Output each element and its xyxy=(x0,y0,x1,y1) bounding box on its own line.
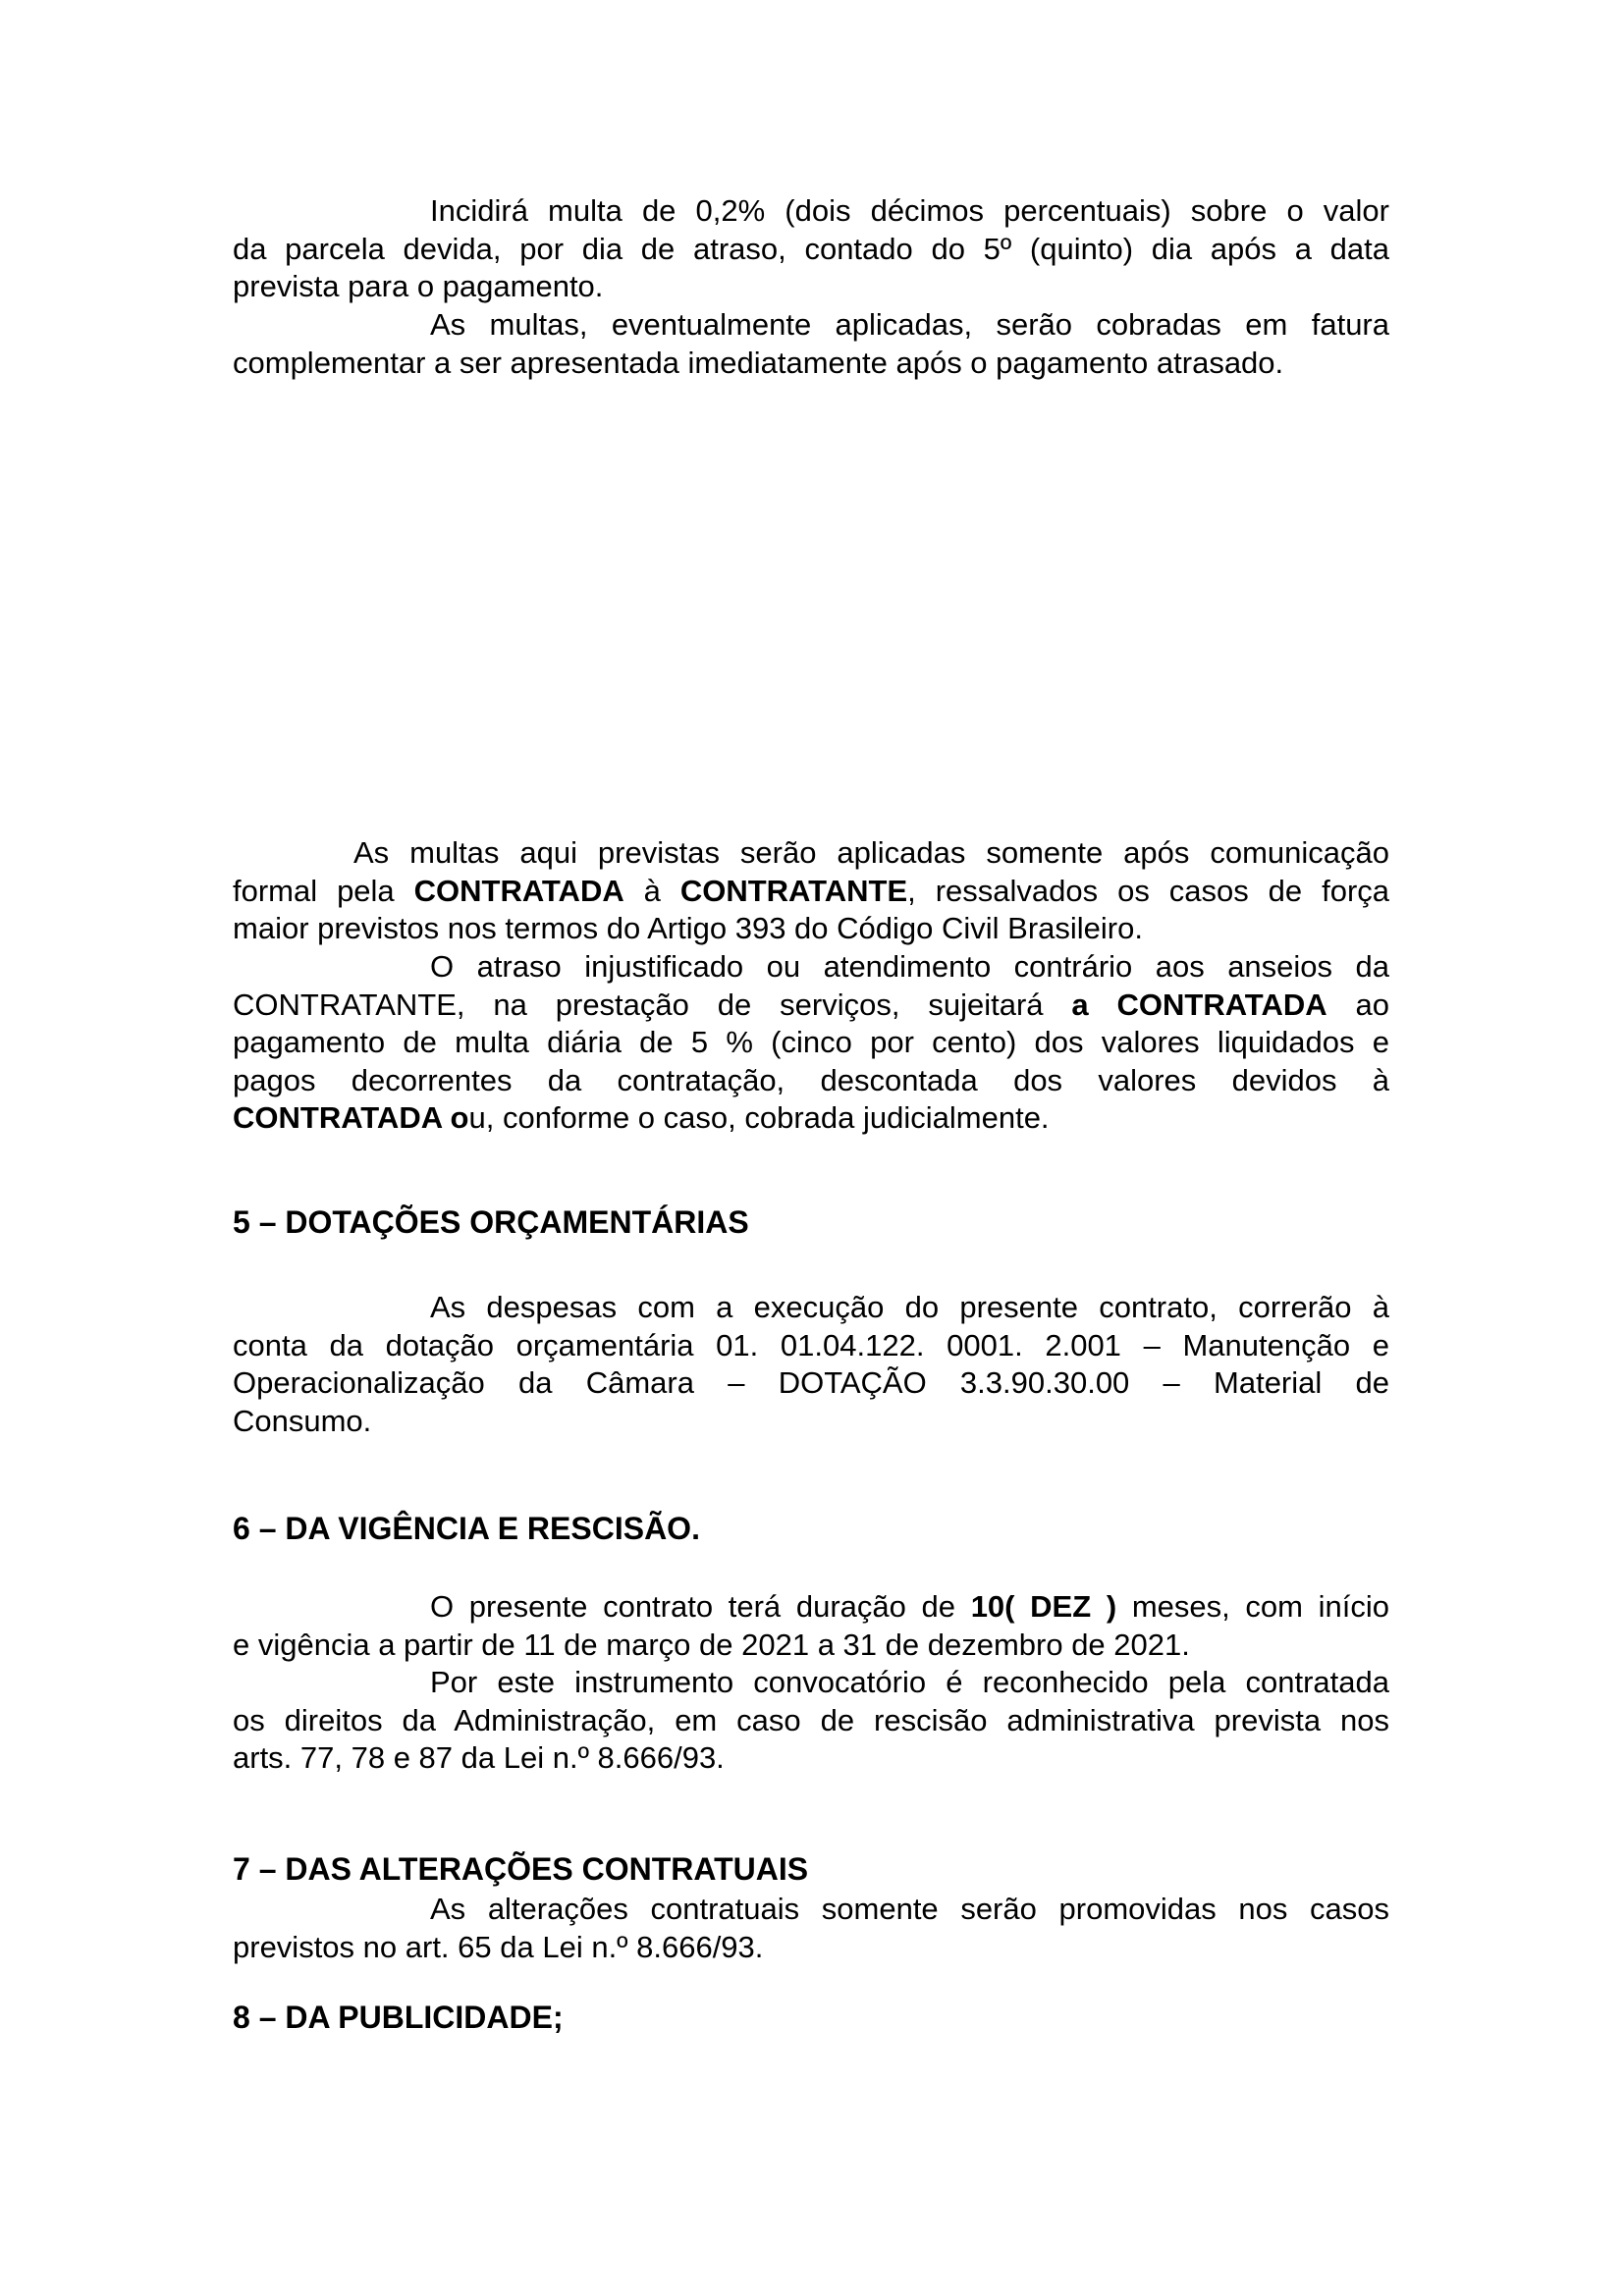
text-line xyxy=(233,1739,1389,1778)
text-segment: As despesas com a execução do presente contrato, correrão à xyxy=(430,1290,1389,1324)
paragraph-multas-comunicacao xyxy=(233,834,1389,948)
section-8-heading xyxy=(233,1999,1389,2037)
text-segment: Operacionalização da Câmara – DOTAÇÃO 3.3.90.30.00 – Material de xyxy=(233,1365,1389,1400)
text-segment: As alterações contratuais somente serão promovidas nos casos xyxy=(430,1892,1389,1926)
text-line xyxy=(233,192,1389,231)
text-segment: os direitos da Administração, em caso de rescisão administrativa prevista nos xyxy=(233,1702,1389,1737)
text-line xyxy=(233,910,1389,948)
text-line xyxy=(233,1327,1389,1365)
bold-text-segment: CONTRATADA xyxy=(413,873,624,908)
text-segment: O atraso injustificado ou atendimento contrário aos anseios da xyxy=(430,949,1389,984)
bold-text-segment: CONTRATANTE xyxy=(679,873,908,908)
text-line xyxy=(233,1289,1389,1327)
text-line xyxy=(233,1664,1389,1702)
text-line xyxy=(233,1099,1389,1138)
bold-text-segment: 7 – DAS ALTERAÇÕES CONTRATUAIS xyxy=(233,1851,809,1887)
text-line xyxy=(233,834,1389,873)
text-segment: e vigência a partir de 11 de março de 2021 a 31 de dezembro de 2021. xyxy=(233,1627,1190,1662)
text-line xyxy=(233,1364,1389,1403)
paragraph-multa-atraso xyxy=(233,192,1389,306)
text-line xyxy=(233,1403,1389,1441)
text-line xyxy=(233,268,1389,306)
text-segment: Incidirá multa de 0,2% (dois décimos percentuais) sobre o valor xyxy=(430,193,1389,228)
text-segment: meses, com início xyxy=(1116,1589,1389,1624)
paragraph-atraso-injustificado xyxy=(233,948,1389,1138)
paragraph-alteracoes xyxy=(233,1891,1389,1966)
bold-text-segment: a CONTRATADA xyxy=(1071,987,1327,1022)
text-line xyxy=(233,306,1389,345)
text-segment: pagos decorrentes da contratação, descontada dos valores devidos à xyxy=(233,1062,1389,1097)
text-line xyxy=(233,1929,1389,1967)
text-line xyxy=(233,345,1389,383)
text-line xyxy=(233,1203,1389,1242)
text-segment: pagamento de multa diária de 5 % (cinco por cento) dos valores liquidados e xyxy=(233,1025,1389,1059)
text-line xyxy=(233,948,1389,987)
text-line xyxy=(233,1510,1389,1548)
text-segment: , ressalvados os casos de força xyxy=(907,873,1390,908)
text-line xyxy=(233,987,1389,1025)
text-segment: conta da dotação orçamentária 01. 01.04.122. 0001. 2.001 – Manutenção e xyxy=(233,1327,1389,1362)
text-line xyxy=(233,1702,1389,1740)
paragraph-multas-fatura xyxy=(233,306,1389,382)
text-line xyxy=(233,1999,1389,2037)
text-segment: Por este instrumento convocatório é reconhecido pela contratada xyxy=(430,1665,1389,1699)
text-segment: As multas aqui previstas serão aplicadas somente após comunicação xyxy=(353,835,1389,870)
text-segment: complementar a ser apresentada imediatamente após o pagamento atrasado. xyxy=(233,345,1284,380)
text-segment: u, conforme o caso, cobrada judicialmente. xyxy=(468,1100,1050,1135)
text-segment: previstos no art. 65 da Lei n.º 8.666/93. xyxy=(233,1929,764,1964)
text-segment: arts. 77, 78 e 87 da Lei n.º 8.666/93. xyxy=(233,1740,725,1775)
text-segment: CONTRATANTE, na prestação de serviços, sujeitará xyxy=(233,987,1072,1022)
text-segment: maior previstos nos termos do Artigo 393 do Código Civil Brasileiro. xyxy=(233,911,1143,945)
bold-text-segment: CONTRATADA o xyxy=(233,1100,469,1135)
bold-text-segment: 8 – DA PUBLICIDADE; xyxy=(233,2000,564,2035)
section-5-heading xyxy=(233,1203,1389,1242)
text-segment: As multas, eventualmente aplicadas, serão cobradas em fatura xyxy=(430,307,1389,342)
text-segment: da parcela devida, por dia de atraso, contado do 5º (quinto) dia após a data xyxy=(233,231,1389,266)
text-line xyxy=(233,1891,1389,1929)
text-line xyxy=(233,1850,1389,1889)
text-segment: prevista para o pagamento. xyxy=(233,269,604,303)
text-line xyxy=(233,1627,1389,1665)
bold-text-segment: 6 – DA VIGÊNCIA E RESCISÃO. xyxy=(233,1511,700,1546)
bold-text-segment: 5 – DOTAÇÕES ORÇAMENTÁRIAS xyxy=(233,1204,749,1240)
text-line xyxy=(233,1024,1389,1062)
section-6-heading xyxy=(233,1510,1389,1548)
bold-text-segment: 10( DEZ ) xyxy=(970,1589,1117,1624)
paragraph-vigencia xyxy=(233,1588,1389,1664)
text-segment: à xyxy=(623,873,680,908)
paragraph-rescisao xyxy=(233,1664,1389,1778)
text-segment: formal pela xyxy=(233,873,414,908)
text-line xyxy=(233,1062,1389,1100)
paragraph-dotacao xyxy=(233,1289,1389,1440)
text-segment: O presente contrato terá duração de xyxy=(430,1589,971,1624)
section-7-heading xyxy=(233,1850,1389,1889)
text-segment: Consumo. xyxy=(233,1403,372,1438)
text-line xyxy=(233,873,1389,911)
text-line xyxy=(233,231,1389,269)
text-line xyxy=(233,1588,1389,1627)
text-segment: ao xyxy=(1326,987,1389,1022)
